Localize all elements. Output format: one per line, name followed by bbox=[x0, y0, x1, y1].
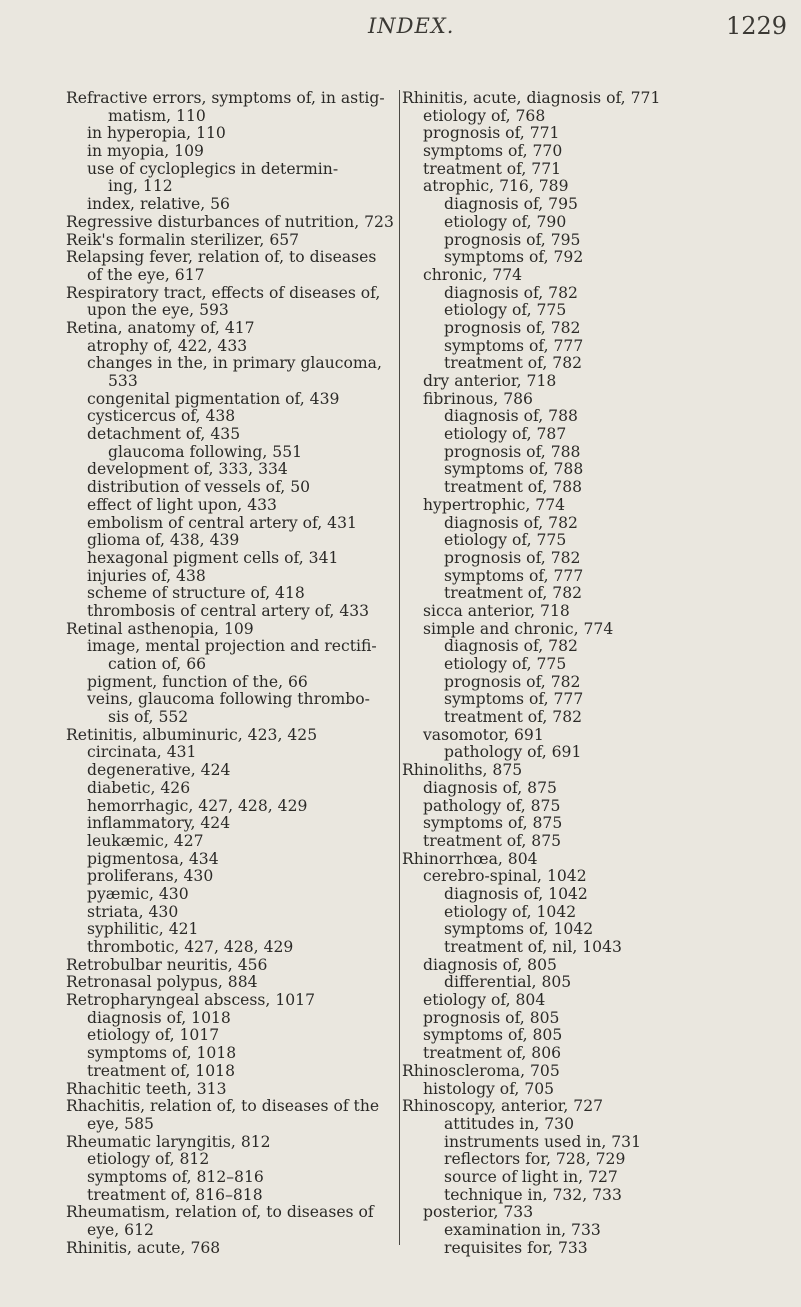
index-subentry: treatment of, 1018 bbox=[87, 1061, 235, 1080]
index-subentry: symptoms of, 777 bbox=[444, 566, 584, 585]
index-subentry: diagnosis of, 875 bbox=[423, 778, 557, 797]
index-subentry: examination in, 733 bbox=[444, 1221, 601, 1239]
index-subentry: symptoms of, 788 bbox=[444, 460, 584, 479]
index-subentry: inflammatory, 424 bbox=[87, 814, 231, 833]
index-subentry: degenerative, 424 bbox=[87, 761, 231, 780]
index-subentry: prognosis of, 795 bbox=[444, 230, 581, 249]
index-subentry: prognosis of, 782 bbox=[444, 548, 581, 567]
index-entry: Retina, anatomy of, 417 bbox=[66, 318, 255, 337]
index-subentry: injuries of, 438 bbox=[87, 566, 206, 585]
index-subentry: atrophic, 716, 789 bbox=[423, 177, 569, 196]
index-subentry: treatment of, 816–818 bbox=[87, 1185, 263, 1204]
index-subentry: symptoms of, 1018 bbox=[87, 1044, 237, 1063]
index-subentry: simple and chronic, 774 bbox=[423, 619, 614, 638]
index-entry: Retinitis, albuminuric, 423, 425 bbox=[66, 725, 318, 744]
index-subentry: eye, 612 bbox=[87, 1221, 154, 1239]
index-subentry: pyæmic, 430 bbox=[87, 884, 189, 903]
index-subentry: glaucoma following, 551 bbox=[108, 442, 303, 461]
index-subentry: technique in, 732, 733 bbox=[444, 1185, 622, 1204]
index-subentry: posterior, 733 bbox=[423, 1203, 534, 1222]
index-subentry: diagnosis of, 782 bbox=[444, 283, 578, 302]
index-subentry: symptoms of, 792 bbox=[444, 248, 584, 267]
index-entry: Retinal asthenopia, 109 bbox=[66, 619, 254, 638]
index-subentry: dry anterior, 718 bbox=[423, 372, 557, 390]
index-subentry: attitudes in, 730 bbox=[444, 1114, 575, 1133]
index-entry: Rhinitis, acute, diagnosis of, 771 bbox=[402, 89, 661, 107]
index-entry: Respiratory tract, effects of diseases of, bbox=[66, 283, 381, 302]
index-entry: Rhinoscleroma, 705 bbox=[402, 1061, 560, 1080]
index-subentry: etiology of, 790 bbox=[444, 212, 567, 231]
index-subentry: etiology of, 787 bbox=[444, 425, 567, 444]
index-subentry: pigmentosa, 434 bbox=[87, 849, 219, 868]
index-column-left bbox=[66, 90, 400, 1257]
index-subentry: pigment, function of the, 66 bbox=[87, 672, 308, 691]
index-entry: Rhinoliths, 875 bbox=[402, 761, 523, 780]
index-subentry: prognosis of, 788 bbox=[444, 442, 581, 461]
index-subentry: treatment of, 771 bbox=[423, 159, 562, 178]
index-column-right bbox=[402, 90, 792, 1257]
index-entry: Rhinoscopy, anterior, 727 bbox=[402, 1097, 604, 1116]
running-title: INDEX. bbox=[368, 14, 455, 38]
index-subentry: etiology of, 775 bbox=[444, 301, 567, 320]
index-subentry: diagnosis of, 795 bbox=[444, 195, 578, 214]
index-subentry: etiology of, 1042 bbox=[444, 902, 577, 921]
index-subentry: syphilitic, 421 bbox=[87, 920, 199, 939]
index-subentry: symptoms of, 1042 bbox=[444, 920, 594, 939]
index-subentry: diagnosis of, 1042 bbox=[444, 884, 588, 903]
index-subentry: diagnosis of, 805 bbox=[423, 955, 557, 974]
index-subentry: atrophy of, 422, 433 bbox=[87, 336, 248, 355]
index-entry: Rhachitic teeth, 313 bbox=[66, 1079, 227, 1098]
page-header bbox=[0, 12, 801, 52]
index-subentry: circinata, 431 bbox=[87, 743, 197, 762]
index-subentry: symptoms of, 875 bbox=[423, 814, 563, 833]
index-subentry: treatment of, 782 bbox=[444, 584, 583, 603]
index-subentry: symptoms of, 770 bbox=[423, 142, 563, 161]
index-subentry: chronic, 774 bbox=[423, 265, 523, 284]
index-subentry: etiology of, 775 bbox=[444, 531, 567, 550]
index-subentry: diagnosis of, 782 bbox=[444, 637, 578, 656]
index-subentry: ing, 112 bbox=[108, 177, 173, 196]
index-subentry: diabetic, 426 bbox=[87, 778, 191, 797]
index-subentry: fibrinous, 786 bbox=[423, 389, 533, 408]
index-subentry: 533 bbox=[108, 372, 138, 390]
index-entry: Regressive disturbances of nutrition, 723 bbox=[66, 212, 394, 231]
index-subentry: pathology of, 875 bbox=[423, 796, 561, 815]
index-subentry: hemorrhagic, 427, 428, 429 bbox=[87, 796, 308, 815]
index-subentry: glioma of, 438, 439 bbox=[87, 531, 240, 550]
index-subentry: prognosis of, 771 bbox=[423, 124, 560, 143]
index-subentry: diagnosis of, 788 bbox=[444, 407, 578, 426]
index-entry: Reik's formalin sterilizer, 657 bbox=[66, 230, 300, 249]
index-entry: Rheumatism, relation of, to diseases of bbox=[66, 1203, 374, 1222]
index-subentry: sicca anterior, 718 bbox=[423, 601, 570, 620]
index-subentry: of the eye, 617 bbox=[87, 265, 205, 284]
index-subentry: etiology of, 1017 bbox=[87, 1026, 220, 1045]
index-subentry: distribution of vessels of, 50 bbox=[87, 478, 311, 497]
index-subentry: development of, 333, 334 bbox=[87, 460, 288, 479]
index-subentry: diagnosis of, 782 bbox=[444, 513, 578, 532]
index-entry: Retropharyngeal abscess, 1017 bbox=[66, 991, 316, 1010]
index-subentry: matism, 110 bbox=[108, 106, 206, 125]
index-subentry: prognosis of, 782 bbox=[444, 672, 581, 691]
index-subentry: use of cycloplegics in determin- bbox=[87, 159, 339, 178]
index-subentry: prognosis of, 805 bbox=[423, 1008, 560, 1027]
index-subentry: treatment of, nil, 1043 bbox=[444, 938, 622, 956]
page-number: 1229 bbox=[726, 12, 788, 40]
index-subentry: symptoms of, 805 bbox=[423, 1026, 563, 1045]
index-subentry: changes in the, in primary glaucoma, bbox=[87, 354, 382, 373]
index-subentry: image, mental projection and rectifi- bbox=[87, 637, 377, 656]
index-subentry: eye, 585 bbox=[87, 1114, 154, 1133]
index-subentry: striata, 430 bbox=[87, 902, 179, 921]
index-subentry: cerebro-spinal, 1042 bbox=[423, 867, 587, 886]
index-subentry: congenital pigmentation of, 439 bbox=[87, 389, 340, 408]
index-subentry: veins, glaucoma following thrombo- bbox=[87, 690, 370, 709]
index-subentry: hexagonal pigment cells of, 341 bbox=[87, 548, 339, 567]
index-subentry: etiology of, 804 bbox=[423, 991, 546, 1010]
index-subentry: etiology of, 812 bbox=[87, 1150, 210, 1169]
index-subentry: prognosis of, 782 bbox=[444, 318, 581, 337]
index-subentry: upon the eye, 593 bbox=[87, 301, 229, 320]
index-subentry: reflectors for, 728, 729 bbox=[444, 1150, 626, 1169]
index-subentry: index, relative, 56 bbox=[87, 195, 230, 214]
index-subentry: treatment of, 806 bbox=[423, 1044, 562, 1063]
index-entry: Rhinorrhœa, 804 bbox=[402, 849, 538, 868]
index-entry: Retrobulbar neuritis, 456 bbox=[66, 955, 268, 974]
index-subentry: proliferans, 430 bbox=[87, 867, 214, 886]
index-subentry: etiology of, 775 bbox=[444, 655, 567, 673]
index-subentry: cation of, 66 bbox=[108, 655, 207, 673]
index-subentry: histology of, 705 bbox=[423, 1079, 555, 1098]
index-subentry: symptoms of, 812–816 bbox=[87, 1167, 264, 1186]
index-subentry: sis of, 552 bbox=[108, 708, 189, 727]
index-subentry: differential, 805 bbox=[444, 973, 572, 992]
index-subentry: thrombosis of central artery of, 433 bbox=[87, 601, 370, 620]
index-subentry: treatment of, 782 bbox=[444, 354, 583, 373]
index-entry: Rheumatic laryngitis, 812 bbox=[66, 1132, 271, 1151]
index-subentry: treatment of, 788 bbox=[444, 478, 583, 497]
index-subentry: diagnosis of, 1018 bbox=[87, 1008, 231, 1027]
index-subentry: requisites for, 733 bbox=[444, 1238, 588, 1257]
index-subentry: vasomotor, 691 bbox=[423, 725, 544, 744]
index-subentry: leukæmic, 427 bbox=[87, 831, 204, 850]
column-divider bbox=[399, 90, 400, 1245]
index-subentry: symptoms of, 777 bbox=[444, 336, 584, 355]
index-subentry: treatment of, 875 bbox=[423, 831, 562, 850]
index-entry: Retronasal polypus, 884 bbox=[66, 973, 258, 992]
index-subentry: cysticercus of, 438 bbox=[87, 407, 236, 426]
index-subentry: thrombotic, 427, 428, 429 bbox=[87, 938, 294, 956]
index-entry: Relapsing fever, relation of, to diseases bbox=[66, 248, 377, 267]
index-entry: Rhachitis, relation of, to diseases of the bbox=[66, 1097, 380, 1116]
index-subentry: etiology of, 768 bbox=[423, 106, 546, 125]
index-entry: Refractive errors, symptoms of, in astig- bbox=[66, 89, 385, 107]
index-subentry: in myopia, 109 bbox=[87, 142, 204, 161]
index-entry: Rhinitis, acute, 768 bbox=[66, 1238, 221, 1257]
index-subentry: hypertrophic, 774 bbox=[423, 495, 566, 514]
index-subentry: detachment of, 435 bbox=[87, 425, 241, 444]
index-subentry: treatment of, 782 bbox=[444, 708, 583, 727]
index-subentry: in hyperopia, 110 bbox=[87, 124, 226, 143]
index-subentry: effect of light upon, 433 bbox=[87, 495, 277, 514]
index-subentry: pathology of, 691 bbox=[444, 743, 582, 762]
index-subentry: scheme of structure of, 418 bbox=[87, 584, 305, 603]
index-subentry: source of light in, 727 bbox=[444, 1167, 618, 1186]
index-subentry: embolism of central artery of, 431 bbox=[87, 513, 357, 532]
index-subentry: symptoms of, 777 bbox=[444, 690, 584, 709]
index-subentry: instruments used in, 731 bbox=[444, 1132, 642, 1151]
